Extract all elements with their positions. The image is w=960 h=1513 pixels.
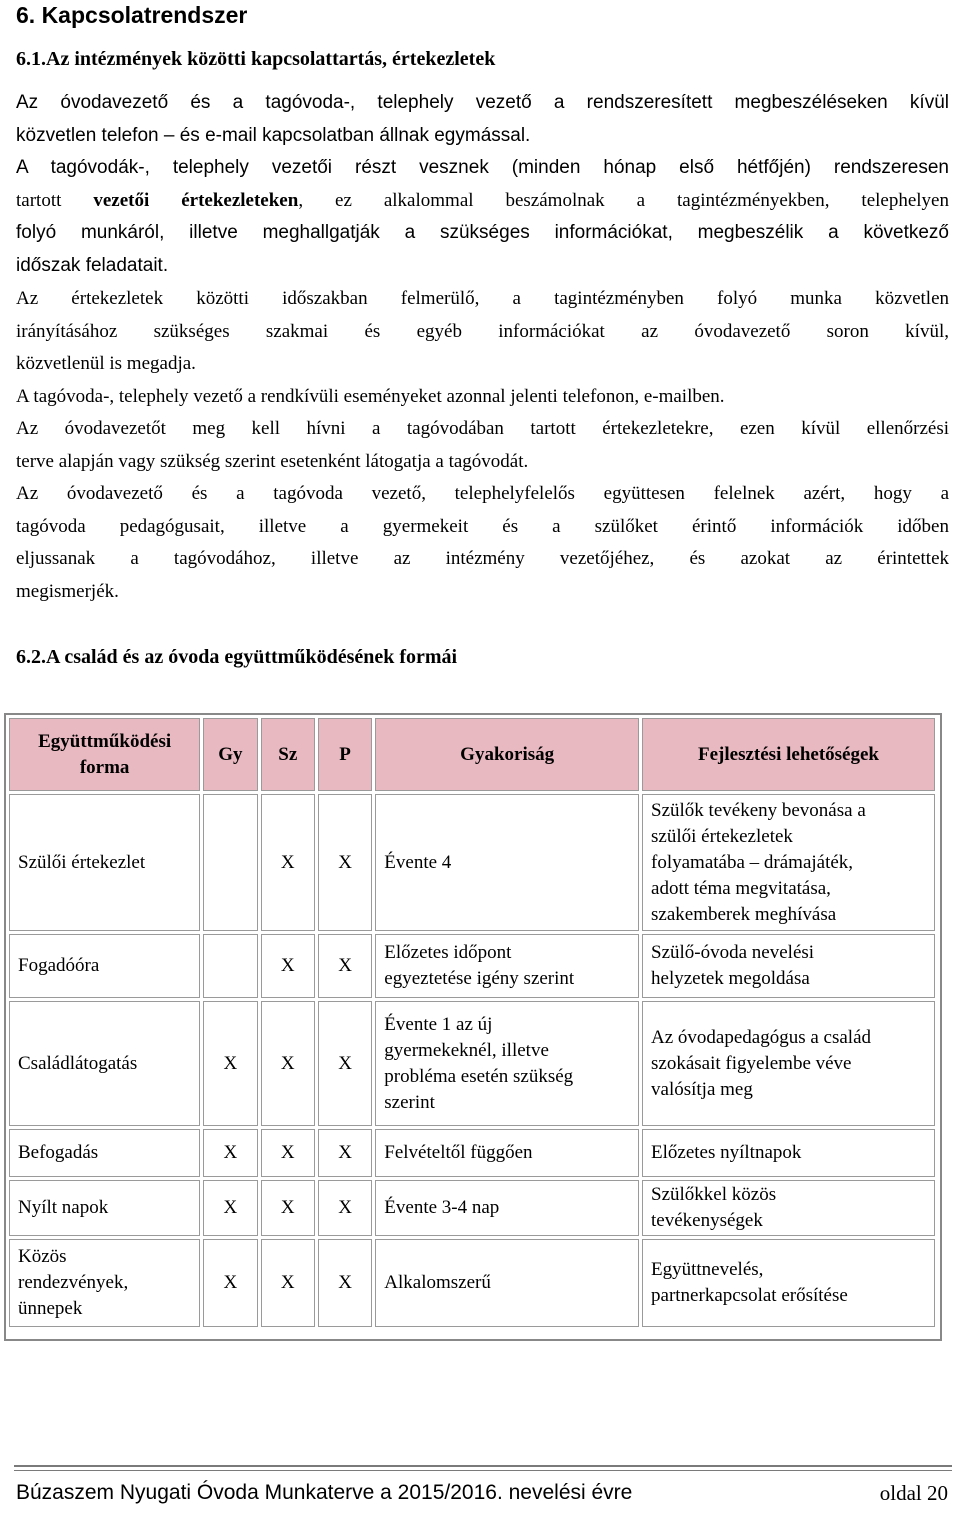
subsection-title-1: 6.1.Az intézmények közötti kapcsolattartás, értekezletek <box>16 48 496 70</box>
text-line: irányításához szükséges szakmai és egyéb információkat az óvodavezető soron kívül, <box>16 320 949 342</box>
cell-gy: X <box>203 1239 257 1327</box>
cell-gy <box>203 794 257 931</box>
text-line: A tagóvodák-, telephely vezetői részt vesznek (minden hónap első hétfőjén) rendszeresen <box>16 157 949 178</box>
cell-p: X <box>318 1180 372 1236</box>
table-header-row <box>9 718 935 791</box>
cell-sz: X <box>261 1001 315 1126</box>
cell-gy: X <box>203 1001 257 1126</box>
cell-forma: Nyílt napok <box>9 1180 200 1236</box>
text-line: közvetlen telefon – és e-mail kapcsolatban állnak egymással. <box>16 124 531 146</box>
cell-fejlesztes: Előzetes nyíltnapok <box>642 1129 935 1177</box>
cooperation-table <box>6 715 938 1330</box>
footer-page-number: oldal 20 <box>879 1481 948 1505</box>
text-line: Az értekezletek közötti időszakban felmerülő, a tagintézményben folyó munka közvetlen <box>16 288 949 309</box>
cell-forma: Családlátogatás <box>9 1001 200 1126</box>
cell-fejlesztes: Az óvodapedagógus a család szokásait figyelembe véve valósítja meg <box>642 1001 935 1126</box>
table-row <box>9 1001 935 1126</box>
cell-gy <box>203 934 257 998</box>
table-row <box>9 1129 935 1177</box>
header-fejlesztes: Fejlesztési lehetőségek <box>642 718 935 791</box>
cell-forma: Befogadás <box>9 1129 200 1177</box>
cell-sz: X <box>261 1180 315 1236</box>
cell-p: X <box>318 794 372 931</box>
text-line: eljussanak a tagóvodához, illetve az intézmény vezetőjéhez, és azokat az érintettek <box>16 548 949 569</box>
text-line: megismerjék. <box>16 580 119 602</box>
paragraph-meetings <box>16 87 949 185</box>
table-row <box>9 1239 935 1327</box>
table-row <box>9 934 935 998</box>
cell-gyakorisag: Előzetes időpont egyeztetése igény szerint <box>375 934 639 998</box>
cooperation-table-frame <box>4 713 942 1341</box>
header-gyakorisag: Gyakoriság <box>375 718 639 791</box>
cell-p: X <box>318 1129 372 1177</box>
table-row <box>9 1180 935 1236</box>
cell-sz: X <box>261 1129 315 1177</box>
cell-fejlesztes: Szülőkkel közös tevékenységek <box>642 1180 935 1236</box>
text-line: időszak feladatait. <box>16 254 169 276</box>
bold-term: vezetői értekezleteken <box>93 190 299 211</box>
cell-sz: X <box>261 1239 315 1327</box>
section-title: 6. Kapcsolatrendszer <box>16 2 248 28</box>
text-fragment: , ez alkalommal beszámolnak a tagintézményekben, telephelyen <box>298 190 949 211</box>
table-row <box>9 794 935 931</box>
cell-sz: X <box>261 934 315 998</box>
paragraph-between-meetings <box>16 283 949 608</box>
paragraph-leaders-meeting <box>16 185 949 218</box>
cell-forma: Szülői értekezlet <box>9 794 200 931</box>
cell-gyakorisag: Felvételtől függően <box>375 1129 639 1177</box>
text-fragment: tartott <box>16 190 94 211</box>
text-line: tagóvoda pedagógusait, illetve a gyermekeit és a szülőket érintő információk időben <box>16 515 949 537</box>
footer-divider <box>14 1465 952 1467</box>
footer-document-title: Búzaszem Nyugati Óvoda Munkaterve a 2015/2016. nevelési évre <box>16 1481 633 1504</box>
cell-p: X <box>318 934 372 998</box>
cell-fejlesztes: Szülő-óvoda nevelési helyzetek megoldása <box>642 934 935 998</box>
header-gy: Gy <box>203 718 257 791</box>
cell-gyakorisag: Évente 4 <box>375 794 639 931</box>
cell-gyakorisag: Alkalomszerű <box>375 1239 639 1327</box>
cell-gy: X <box>203 1129 257 1177</box>
text-line: Az óvodavezető és a tagóvoda vezető, telephelyfelelős együttesen felelnek azért, hogy a <box>16 483 949 504</box>
text-line: Az óvodavezető és a tagóvoda-, telephely vezető a rendszeresített megbeszéléseken kívül <box>16 92 949 113</box>
text-line <box>16 185 949 218</box>
header-sz: Sz <box>261 718 315 791</box>
paragraph-leaders-meeting-cont <box>16 217 949 282</box>
cell-forma: Közös rendezvények, ünnepek <box>9 1239 200 1327</box>
text-line: A tagóvoda-, telephely vezető a rendkívüli eseményeket azonnal jelenti telefonon, e-mailben. <box>16 385 725 407</box>
cell-gyakorisag: Évente 1 az új gyermekeknél, illetve probléma esetén szükség szerint <box>375 1001 639 1126</box>
text-line: folyó munkáról, illetve meghallgatják a szükséges információkat, megbeszélik a következő <box>16 222 949 243</box>
cell-sz: X <box>261 794 315 931</box>
header-p: P <box>318 718 372 791</box>
text-line: közvetlenül is megadja. <box>16 353 196 374</box>
header-forma: Együttműködési forma <box>9 718 200 791</box>
text-line: terve alapján vagy szükség szerint esetenként látogatja a tagóvodát. <box>16 450 529 472</box>
cell-fejlesztes: Szülők tevékeny bevonása a szülői értekezletek folyamatába – drámajáték, adott téma megvitatása, szakemberek meghívása <box>642 794 935 931</box>
cell-fejlesztes: Együttnevelés, partnerkapcsolat erősítése <box>642 1239 935 1327</box>
cell-gyakorisag: Évente 3-4 nap <box>375 1180 639 1236</box>
cell-gy: X <box>203 1180 257 1236</box>
cell-p: X <box>318 1001 372 1126</box>
footer-divider-thin <box>14 1470 952 1471</box>
cell-p: X <box>318 1239 372 1327</box>
subsection-title-2: 6.2.A család és az óvoda együttműködésének formái <box>16 646 458 668</box>
cell-forma: Fogadóóra <box>9 934 200 998</box>
text-line: Az óvodavezetőt meg kell hívni a tagóvodában tartott értekezletekre, ezen kívül ellenőrzési <box>16 418 949 439</box>
